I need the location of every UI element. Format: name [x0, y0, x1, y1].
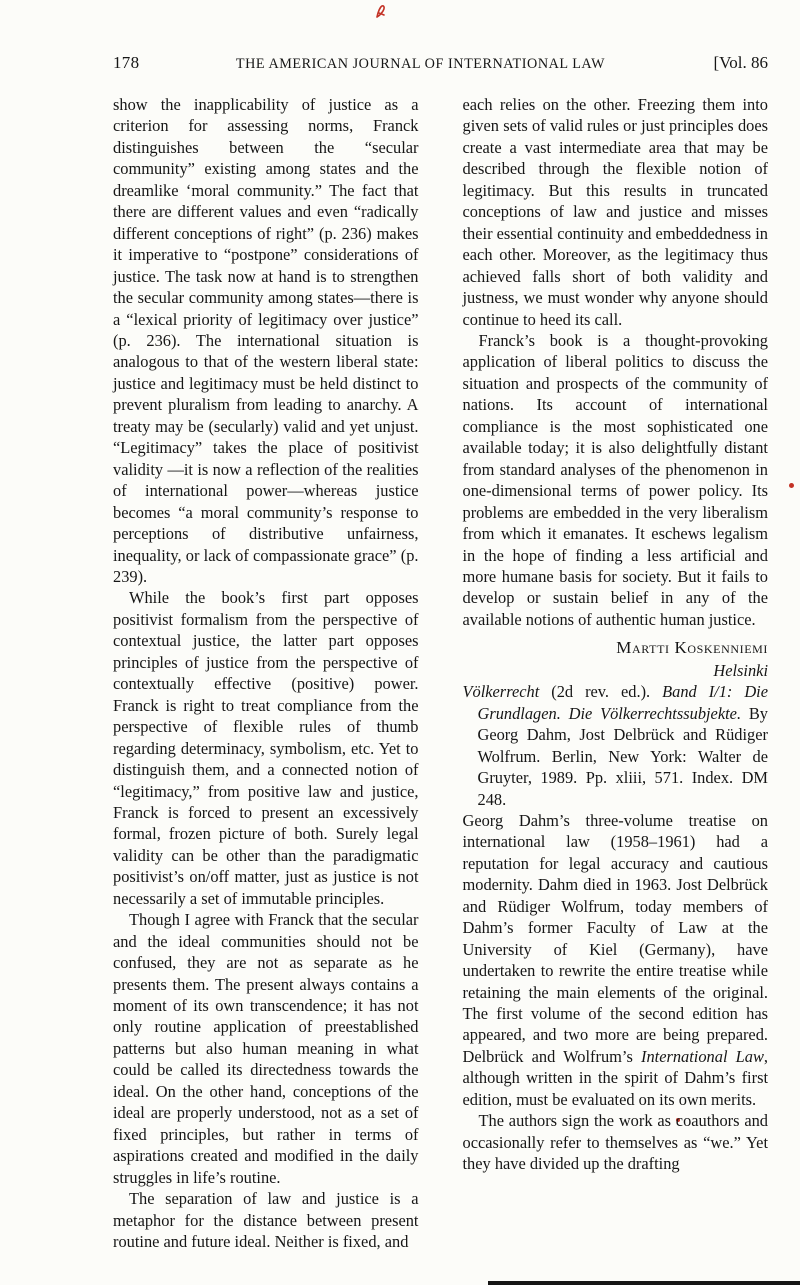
column-left [113, 94, 419, 1252]
page-number: 178 [113, 53, 140, 72]
paragraph: Though I agree with Franck that the secular and the ideal communities should not be confused, they are not as separate as he presents them. The present always contains a moment of its own transcendence; it has not only routine application of preestablished patterns but also human meaning in what could be called its directedness towards the ideal. On the other hand, conceptions of the ideal are properly understood, not as a set of fixed principles, but rather in terms of aspirations created and modified in the daily struggles in life’s routine. [113, 910, 419, 1187]
paragraph: The separation of law and justice is a metaphor for the distance between present routine and future ideal. Neither is fixed, and [113, 1189, 419, 1252]
red-ink-mark [374, 4, 388, 20]
paragraph: show the inapplicability of justice as a criterion for assessing norms, Franck distinguishes between the “secular community” existing among states and the dreamlike ‘moral community.” The fact that there are different values and even “radically different conceptions of right” (p. 236) makes it imperative to “postpone” considerations of justice. The task now at hand is to strengthen the secular community among states—there is a “lexical priority of legitimacy over justice” (p. 236). The international situation is analogous to that of the western liberal state: justice and legitimacy must be held distinct to prevent pluralism from leading to anarchy. A treaty may be (secularly) valid and yet unjust. “Legitimacy” takes the place of positivist validity —it is now a reflection of the realities of international power—whereas justice becomes “a moral community’s response to perceptions of distributive unfairness, inequality, or lack of compassionate grace” (p. 239). [113, 95, 419, 586]
review-text: Georg Dahm’s three-volume treatise on international law (1958–1961) had a reputation for legal accuracy and cautious modernity. Dahm died in 1963. Jost Delbrück and Rüdiger Wolfrum, today members of Dahm’s former Faculty of Law at the University of Kiel (Germany), have undertaken to rewrite the entire treatise while retaining the main elements of the original. The first volume of the second edition has appeared, and two more are being prepared. Delbrück and Wolfrum’s [462, 810, 768, 1066]
review-text: , although written in the spirit of Dahm’s first edition, must be evaluated on its own merits. [462, 1046, 768, 1109]
text-columns [113, 94, 768, 1252]
paragraph: The authors sign the work as coauthors and occasionally refer to themselves as “we.” Yet they have divided up the drafting [462, 1111, 768, 1174]
book-title: Völkerrecht [462, 682, 540, 702]
paragraph [463, 810, 769, 1110]
volume-label: [Vol. 86 [713, 53, 768, 72]
reviewer-location: Helsinki [713, 660, 768, 680]
paragraph: While the book’s first part opposes positivist formalism from the perspective of contextual justice, the latter part opposes principles of justice from the perspective of contextually effective (positive) power. Franck is right to treat compliance from the perspective of flexible rules of thumb regarding determinacy, symbolism, etc. Yet to distinguish them, and a connected notion of “legitimacy,” from positive law and justice, Franck is forced to present an excessively formal, frozen picture of both. Surely legal validity can be other than the paradigmatic positivist’s on/off matter, just as justice is not necessarily a set of immutable principles. [113, 588, 419, 908]
book-citation [463, 681, 769, 810]
reviewer-name: Martti Koskenniemi [616, 638, 768, 658]
book-subtitle: Band I/1: Die Grundlagen. Die Völkerrechtssubjekte. [477, 682, 769, 723]
page-header [113, 53, 768, 73]
scan-artifact-dot [789, 483, 794, 488]
book-publication-info: By Georg Dahm, Jost Delbrück and Rüdiger Wolfrum. Berlin, New York: Walter de Gruyter, 1989. Pp. xliii, 571. Index. DM 248. [477, 703, 768, 809]
book-edition: (2d rev. ed.). [539, 682, 663, 702]
reviewer-signature [463, 637, 769, 681]
scan-edge-bar [488, 1281, 800, 1285]
paragraph: each relies on the other. Freezing them into given sets of valid rules or just principles does create a vast intermediate area that may be described through the flexible notion of legitimacy. But this results in truncated conceptions of law and justice and misses their essential continuity and embeddedness in each other. Moreover, as the legitimacy thus achieved falls short of both validity and justness, we must wonder why anyone should continue to heed its call. [462, 95, 768, 329]
work-title: International Law [641, 1046, 764, 1066]
column-right [463, 94, 769, 1252]
journal-title: THE AMERICAN JOURNAL OF INTERNATIONAL LAW [235, 56, 606, 72]
paragraph: Franck’s book is a thought-provoking application of liberal politics to discuss the situation and prospects of the community of nations. Its account of international compliance is the most sophisticated one available today; it is also delightfully distant from standard analyses of the phenomenon in one-dimensional terms of power policy. Its problems are embedded in the very liberalism from which it emanates. It eschews legalism in the hope of finding a less artificial and more humane basis for society. But it fails to develop or sustain belief in any of the available notions of authentic human justice. [462, 330, 768, 629]
